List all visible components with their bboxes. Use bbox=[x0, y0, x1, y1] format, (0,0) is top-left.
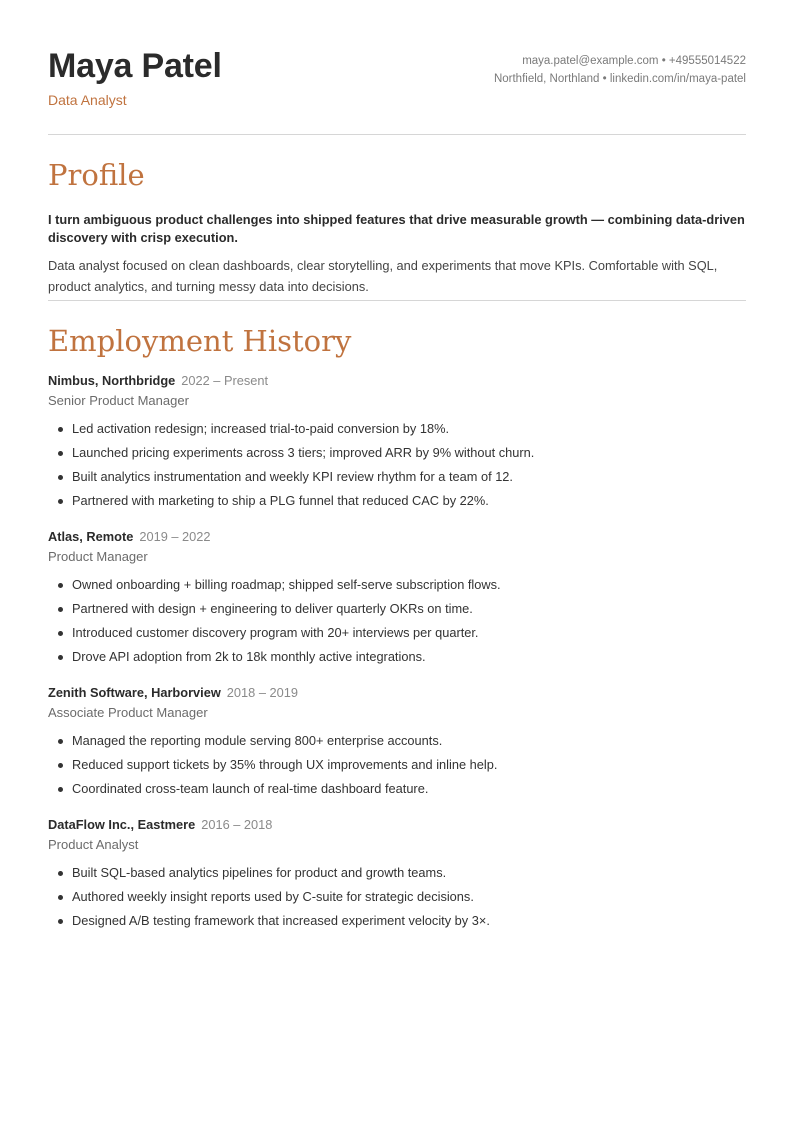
bullet-dot-icon bbox=[58, 427, 63, 432]
job-title: Associate Product Manager bbox=[48, 705, 208, 720]
job-entry bbox=[48, 815, 746, 933]
resume-header bbox=[48, 0, 746, 134]
job-title: Senior Product Manager bbox=[48, 393, 189, 408]
bullet-text: Designed A/B testing framework that increased experiment velocity by 3×. bbox=[72, 913, 490, 928]
profile-heading: Profile bbox=[48, 158, 145, 192]
job-dates: 2018 – 2019 bbox=[226, 685, 298, 700]
bullet-text: Built analytics instrumentation and weekly KPI review rhythm for a team of 12. bbox=[72, 469, 513, 484]
job-header bbox=[48, 683, 746, 703]
bullet-text: Reduced support tickets by 35% through UX improvements and inline help. bbox=[72, 757, 498, 772]
job-dates: 2019 – 2022 bbox=[139, 529, 211, 544]
contact-location-linkedin: Northfield, Northland • linkedin.com/in/maya-patel bbox=[493, 73, 746, 85]
bullet-dot-icon bbox=[58, 919, 63, 924]
profile-lead: I turn ambiguous product challenges into shipped features that drive measurable growth — combining data-driven discovery with crisp execution. bbox=[48, 212, 745, 245]
bullet-dot-icon bbox=[58, 451, 63, 456]
job-bullet bbox=[48, 441, 746, 465]
contact-email-phone: maya.patel@example.com • +49555014522 bbox=[522, 55, 746, 67]
job-company: Zenith Software, Harborview bbox=[48, 685, 221, 700]
job-entry bbox=[48, 527, 746, 669]
bullet-dot-icon bbox=[58, 499, 63, 504]
job-bullets bbox=[48, 573, 746, 669]
job-header bbox=[48, 371, 746, 391]
bullet-dot-icon bbox=[58, 655, 63, 660]
job-title: Product Manager bbox=[48, 549, 148, 564]
candidate-name: Maya Patel bbox=[48, 47, 222, 85]
job-bullet bbox=[48, 573, 746, 597]
bullet-text: Managed the reporting module serving 800+ enterprise accounts. bbox=[72, 733, 443, 748]
candidate-role: Data Analyst bbox=[48, 92, 127, 108]
job-bullet bbox=[48, 597, 746, 621]
job-header bbox=[48, 815, 746, 835]
job-header bbox=[48, 527, 746, 547]
bullet-text: Drove API adoption from 2k to 18k monthly active integrations. bbox=[72, 649, 426, 664]
job-bullet bbox=[48, 489, 746, 513]
profile-section bbox=[48, 135, 746, 300]
job-company: Atlas, Remote bbox=[48, 529, 134, 544]
bullet-text: Built SQL-based analytics pipelines for product and growth teams. bbox=[72, 865, 447, 880]
bullet-dot-icon bbox=[58, 631, 63, 636]
bullet-text: Partnered with marketing to ship a PLG funnel that reduced CAC by 22%. bbox=[72, 493, 489, 508]
job-bullet bbox=[48, 645, 746, 669]
job-entry bbox=[48, 371, 746, 513]
job-company: DataFlow Inc., Eastmere bbox=[48, 817, 196, 832]
job-dates: 2016 – 2018 bbox=[201, 817, 273, 832]
contact-info bbox=[494, 52, 746, 88]
bullet-dot-icon bbox=[58, 787, 63, 792]
bullet-dot-icon bbox=[58, 871, 63, 876]
job-bullet bbox=[48, 729, 746, 753]
employment-heading: Employment History bbox=[48, 324, 352, 358]
bullet-dot-icon bbox=[58, 739, 63, 744]
job-bullets bbox=[48, 861, 746, 933]
bullet-dot-icon bbox=[58, 895, 63, 900]
employment-section bbox=[48, 301, 746, 933]
job-bullet bbox=[48, 885, 746, 909]
job-company: Nimbus, Northbridge bbox=[48, 373, 176, 388]
bullet-text: Introduced customer discovery program with 20+ interviews per quarter. bbox=[72, 625, 479, 640]
job-bullet bbox=[48, 465, 746, 489]
job-title: Product Analyst bbox=[48, 837, 139, 852]
job-bullet bbox=[48, 621, 746, 645]
bullet-text: Led activation redesign; increased trial-to-paid conversion by 18%. bbox=[72, 421, 450, 436]
bullet-dot-icon bbox=[58, 763, 63, 768]
bullet-dot-icon bbox=[58, 475, 63, 480]
job-bullet bbox=[48, 861, 746, 885]
job-bullets bbox=[48, 417, 746, 513]
profile-summary: Data analyst focused on clean dashboards, clear storytelling, and experiments that move KPIs. Comfortable with SQL, product analytics, and turning messy data into decisions. bbox=[48, 258, 718, 294]
bullet-dot-icon bbox=[58, 583, 63, 588]
job-bullet bbox=[48, 753, 746, 777]
bullet-text: Launched pricing experiments across 3 tiers; improved ARR by 9% without churn. bbox=[72, 445, 535, 460]
job-entry bbox=[48, 683, 746, 801]
job-dates: 2022 – Present bbox=[181, 373, 269, 388]
bullet-text: Coordinated cross-team launch of real-time dashboard feature. bbox=[72, 781, 429, 796]
bullet-text: Owned onboarding + billing roadmap; shipped self-serve subscription flows. bbox=[72, 577, 501, 592]
job-bullet bbox=[48, 909, 746, 933]
bullet-dot-icon bbox=[58, 607, 63, 612]
bullet-text: Authored weekly insight reports used by C-suite for strategic decisions. bbox=[72, 889, 474, 904]
job-bullet bbox=[48, 417, 746, 441]
job-bullets bbox=[48, 729, 746, 801]
job-bullet bbox=[48, 777, 746, 801]
bullet-text: Partnered with design + engineering to deliver quarterly OKRs on time. bbox=[72, 601, 473, 616]
